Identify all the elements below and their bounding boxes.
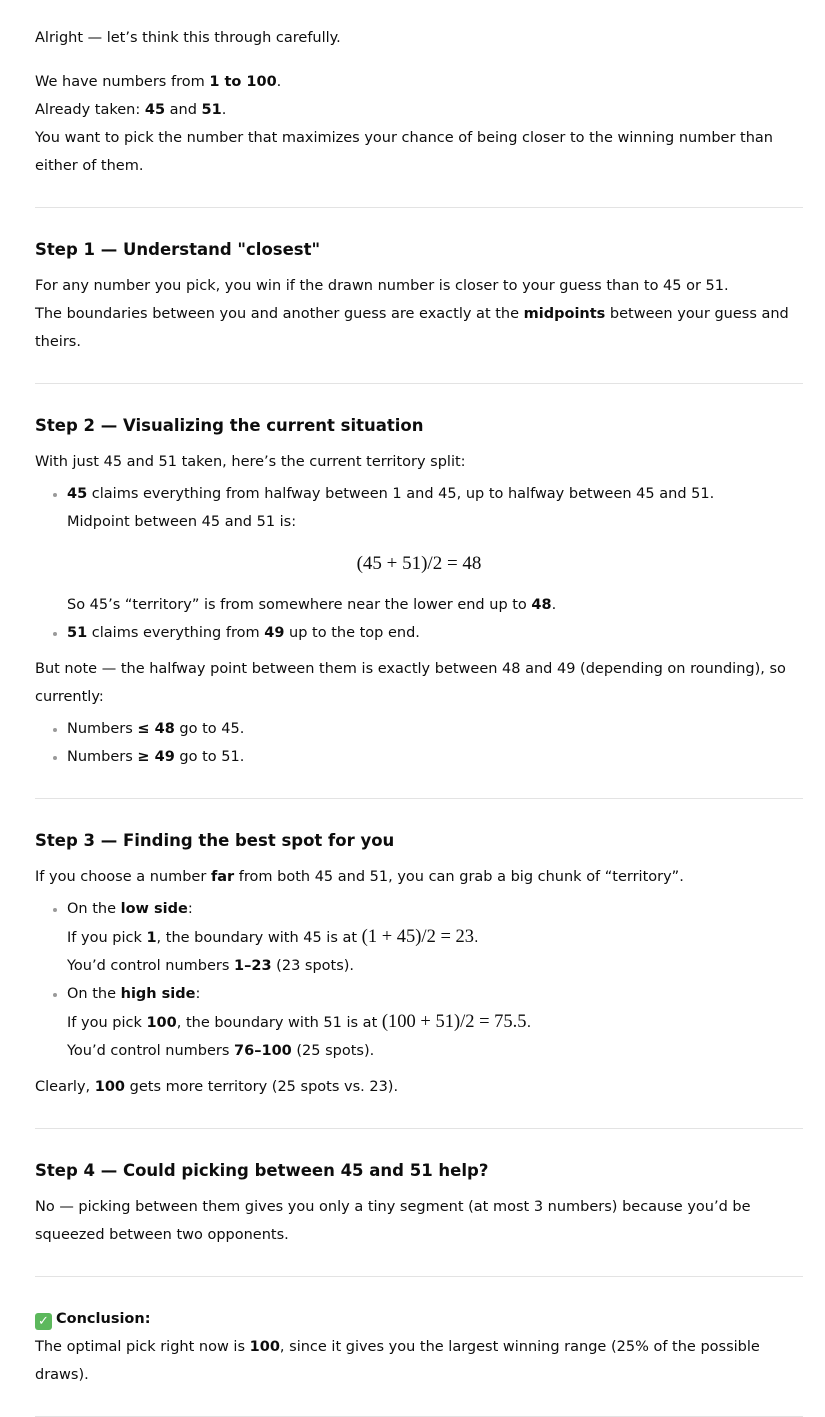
divider (35, 1128, 803, 1129)
divider (35, 383, 803, 384)
list-item: • Numbers ≥ 49 go to 51. (67, 743, 803, 771)
divider (35, 207, 803, 208)
step4-text: No — picking between them gives you only a tiny segment (at most 3 numbers) because you’d be squeezed between two opponents. (35, 1199, 751, 1243)
conclusion-heading: ✓ Conclusion: (35, 1305, 803, 1333)
step2-intro: With just 45 and 51 taken, here’s the current territory split: (35, 454, 466, 470)
step3-summary: Clearly, 100 gets more territory (25 spots vs. 23). (35, 1079, 399, 1095)
divider (35, 1276, 803, 1277)
math-equation: (45 + 51)/2 = 48 (356, 553, 482, 574)
step1-text-2: The boundaries between you and another guess are exactly at the midpoints between your guess and theirs. (35, 306, 789, 350)
step1-heading: Step 1 — Understand "closest" (35, 240, 321, 259)
goal-line: You want to pick the number that maximizes your chance of being closer to the winning number than either of them. (35, 130, 773, 174)
step4-heading: Step 4 — Could picking between 45 and 51 help? (35, 1161, 489, 1180)
list-item: • On the low side: If you pick 1, the boundary with 45 is at (1 + 45)/2 = 23. You’d control numbers 1–23 (23 spots). (67, 895, 803, 980)
step3-intro: If you choose a number far from both 45 and 51, you can grab a big chunk of “territory”. (35, 869, 684, 885)
list-item: • On the high side: If you pick 100, the boundary with 51 is at (100 + 51)/2 = 75.5. You’d control numbers 76–100 (25 spots). (67, 980, 803, 1065)
list-item: • 45 claims everything from halfway between 1 and 45, up to halfway between 45 and 51. Midpoint between 45 and 51 is: (45 + 51)/2 = 48 So 45’s “territory” is from somewhere near the lower end up to 48. (67, 480, 803, 619)
intro-text: Alright — let’s think this through carefully. (35, 30, 341, 46)
divider (35, 798, 803, 799)
options-list (35, 895, 803, 1065)
step1-text: For any number you pick, you win if the drawn number is closer to your guess than to 45 or 51. (35, 278, 729, 294)
split-list (35, 715, 803, 771)
step2-note: But note — the halfway point between them is exactly between 48 and 49 (depending on rounding), so currently: (35, 661, 786, 705)
list-item: • Numbers ≤ 48 go to 45. (67, 715, 803, 743)
range-line: We have numbers from 1 to 100. (35, 74, 282, 90)
territory-list (35, 480, 803, 647)
math-inline: (100 + 51)/2 = 75.5 (381, 1012, 527, 1032)
step2-heading: Step 2 — Visualizing the current situation (35, 416, 424, 435)
conclusion-text: The optimal pick right now is 100, since it gives you the largest winning range (25% of the possible draws). (35, 1339, 760, 1383)
list-item: • 51 claims everything from 49 up to the top end. (67, 619, 803, 647)
taken-line: Already taken: 45 and 51. (35, 102, 227, 118)
check-mark-button-icon: ✓ (35, 1313, 52, 1330)
step3-heading: Step 3 — Finding the best spot for you (35, 831, 395, 850)
math-inline: (1 + 45)/2 = 23 (361, 927, 474, 947)
